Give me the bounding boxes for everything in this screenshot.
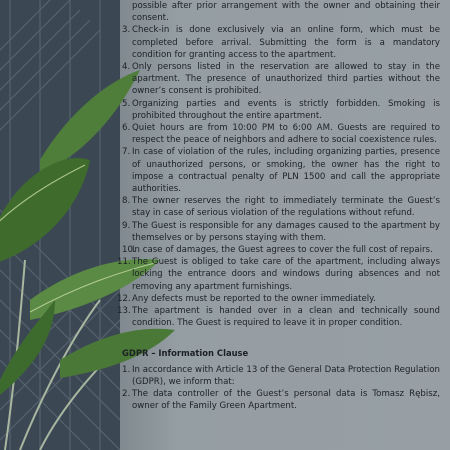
rule-text: Any defects must be reported to the owner immediately. bbox=[132, 293, 376, 304]
rule-number: 10. bbox=[122, 245, 136, 256]
rule-text: In case of violation of the rules, including organizing parties, presence of unauthorized persons, or smoking, the owner has the right to impose a contractual penalty of PLN 1500 and call the appropriate authorities. bbox=[132, 147, 440, 195]
rule-text: Only persons listed in the reservation are allowed to stay in the apartment. The presence of unauthorized third parties without the owner’s consent is prohibited. bbox=[132, 62, 440, 97]
gdpr-text: The data controller of the Guest’s personal data is Tomasz Rębisz, owner of the Family Green Apartment. bbox=[132, 389, 440, 412]
gdpr-heading: GDPR – Information Clause bbox=[122, 348, 249, 359]
rule-item bbox=[122, 220, 440, 244]
rule-item bbox=[117, 293, 440, 305]
gdpr-item bbox=[122, 388, 440, 412]
rule-text: The Guest is obliged to take care of the apartment, including always locking the entrance doors and windows during absences and not removing any apartment furnishings. bbox=[132, 257, 440, 292]
rule-text: In case of damages, the Guest agrees to cover the full cost of repairs. bbox=[132, 245, 433, 256]
rule-number: 4. bbox=[122, 62, 131, 73]
rule-number: 7. bbox=[122, 147, 131, 158]
rule-item bbox=[122, 122, 440, 146]
rule-item bbox=[122, 195, 440, 219]
rule-text: The apartment is handed over in a clean and technically sound condition. The Guest is required to leave it in proper condition. bbox=[132, 306, 440, 329]
rule-number: 5. bbox=[122, 98, 131, 109]
rule-text: possible after prior arrangement with the owner and obtaining their consent. bbox=[132, 1, 440, 24]
rule-text: Organizing parties and events is strictly forbidden. Smoking is prohibited throughout the entire apartment. bbox=[132, 98, 440, 121]
rule-number: 11. bbox=[117, 257, 131, 268]
rule-number: 12. bbox=[117, 293, 131, 304]
rule-item bbox=[117, 256, 440, 293]
rule-number: 8. bbox=[122, 196, 131, 207]
rule-item bbox=[122, 146, 440, 195]
gdpr-item bbox=[122, 364, 440, 388]
rule-item-continuation bbox=[122, 0, 440, 24]
gdpr-number: 1. bbox=[122, 364, 131, 375]
rules-document bbox=[117, 0, 440, 450]
rule-text: The owner reserves the right to immediately terminate the Guest’s stay in case of serious violation of the regulations without refund. bbox=[132, 196, 440, 219]
rule-text: The Guest is responsible for any damages caused to the apartment by themselves or by persons staying with them. bbox=[132, 220, 440, 243]
rule-number: 9. bbox=[122, 220, 131, 231]
rule-item bbox=[122, 61, 440, 98]
rule-item bbox=[117, 305, 440, 329]
rule-number: 13. bbox=[117, 306, 131, 317]
rule-item bbox=[122, 24, 440, 61]
gdpr-number: 2. bbox=[122, 389, 131, 400]
rule-number: 6. bbox=[122, 123, 131, 134]
rule-text: Quiet hours are from 10:00 PM to 6:00 AM. Guests are required to respect the peace of neighbors and adhere to social coexistence rules. bbox=[132, 123, 440, 146]
gdpr-list bbox=[122, 364, 440, 413]
gdpr-text: In accordance with Article 13 of the General Data Protection Regulation (GDPR), we inform that: bbox=[132, 364, 440, 387]
rule-item bbox=[122, 98, 440, 122]
rule-item bbox=[122, 244, 440, 256]
rule-number: 3. bbox=[122, 25, 131, 36]
house-rules-list bbox=[117, 0, 440, 329]
rule-text: Check-in is done exclusively via an online form, which must be completed before arrival. Submitting the form is a mandatory condition for granting access to the apartment. bbox=[132, 25, 440, 60]
